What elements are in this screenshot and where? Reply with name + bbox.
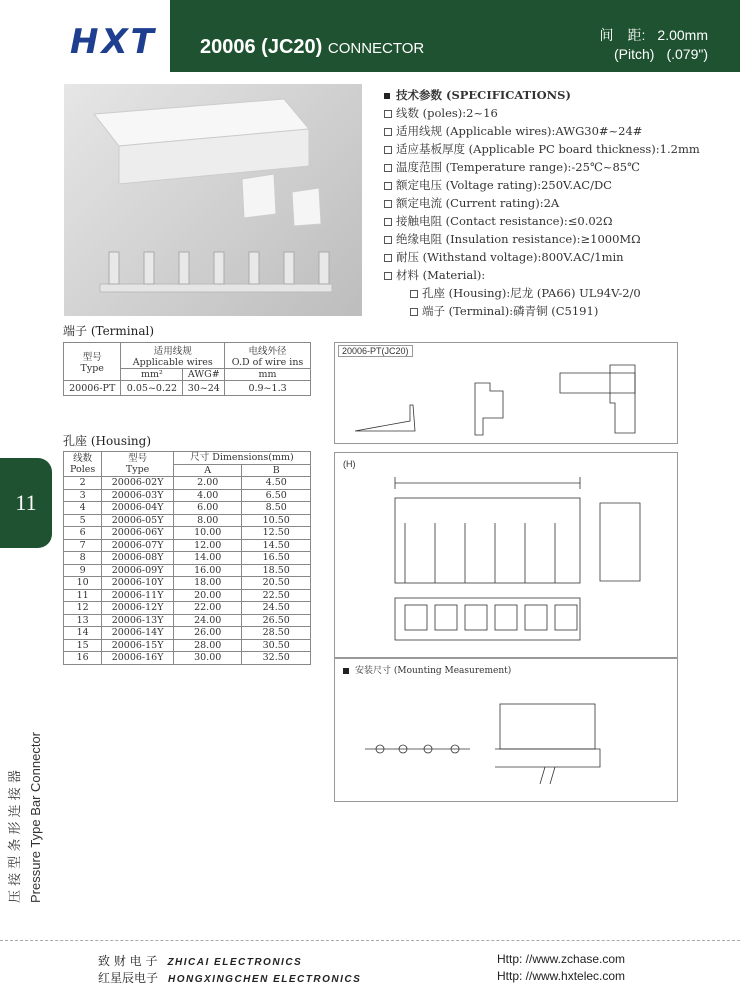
- cell: 4.00: [173, 489, 242, 502]
- housing-table: [63, 451, 311, 665]
- table-row: [64, 477, 311, 490]
- checkbox-icon: [384, 110, 392, 118]
- checkbox-icon: [384, 254, 392, 262]
- unit-cell: AWG#: [183, 369, 225, 381]
- product-illustration: [64, 84, 362, 316]
- table-row: [64, 589, 311, 602]
- cell: 20006-08Y: [102, 552, 174, 565]
- table-row: [64, 614, 311, 627]
- header-en: Applicable wires: [132, 357, 213, 368]
- cell: 7: [64, 539, 102, 552]
- table-row: [64, 627, 311, 640]
- checkbox-icon: [384, 236, 392, 244]
- table-row: [64, 652, 311, 665]
- cell: 14.00: [173, 552, 242, 565]
- cell: 12.50: [242, 527, 311, 540]
- side-caption-cn: 压 接 型 条 形 连 接 器: [8, 770, 23, 903]
- pitch-value: 2.00mm: [657, 27, 708, 43]
- cell: 26.00: [173, 627, 242, 640]
- checkbox-icon: [410, 290, 418, 298]
- mounting-drawing: [334, 658, 678, 802]
- col-b-header: B: [242, 464, 311, 477]
- footer-company-2: [98, 969, 361, 986]
- spec-item: 温度范围 (Temperature range):-25℃~85℃: [396, 160, 640, 174]
- page-tab: 11: [0, 458, 52, 548]
- header-band: [170, 0, 740, 72]
- cell: 5: [64, 514, 102, 527]
- unit-cell: mm²: [121, 369, 183, 381]
- footer-divider: [0, 940, 740, 941]
- pitch-inch: (.079"): [666, 46, 708, 62]
- header-cn: 电线外径: [248, 346, 287, 357]
- header-cn: 线数: [73, 453, 93, 464]
- housing-rows: [64, 477, 311, 665]
- cell: 30.00: [173, 652, 242, 665]
- checkbox-icon: [384, 182, 392, 190]
- table-row: [64, 564, 311, 577]
- spec-item: 线数 (poles):2~16: [396, 106, 498, 120]
- cell: 8.50: [242, 502, 311, 515]
- website-link[interactable]: Http: //www.zchase.com: [497, 952, 626, 966]
- side-caption-en: Pressure Type Bar Connector: [28, 731, 43, 903]
- checkbox-icon: [384, 146, 392, 154]
- cell: 10: [64, 577, 102, 590]
- pitch-label-en: (Pitch): [614, 46, 655, 62]
- checkbox-icon: [384, 200, 392, 208]
- housing-title: 孔座 (Housing): [63, 434, 152, 448]
- cell: 3: [64, 489, 102, 502]
- cell: 22.50: [242, 589, 311, 602]
- unit-cell: mm: [225, 369, 311, 381]
- housing-drawing-label: (H): [343, 459, 356, 469]
- spec-item: 额定电压 (Voltage rating):250V.AC/DC: [396, 178, 612, 192]
- spec-sub-item: 端子 (Terminal):磷青铜 (C5191): [422, 304, 599, 318]
- cell: 15: [64, 639, 102, 652]
- header-cn: 型号: [82, 352, 102, 363]
- cell: 14: [64, 627, 102, 640]
- table-row: [64, 527, 311, 540]
- terminal-drawing: [334, 342, 678, 444]
- cell: 0.9~1.3: [225, 381, 311, 396]
- cell: 22.00: [173, 602, 242, 615]
- mounting-drawing-lines: [335, 659, 677, 801]
- housing-drawing: [334, 452, 678, 658]
- side-caption: [2, 693, 46, 903]
- cell: 2.00: [173, 477, 242, 490]
- checkbox-icon: [384, 218, 392, 226]
- terminal-type-header: [64, 343, 121, 381]
- mounting-label: 安装尺寸 (Mounting Measurement): [355, 666, 512, 676]
- cell: 6.50: [242, 489, 311, 502]
- company-cn: 红星辰电子: [98, 971, 159, 985]
- spec-item: 适用线规 (Applicable wires):AWG30#~24#: [396, 124, 643, 138]
- terminal-wires-header: [121, 343, 225, 369]
- cell: 16.00: [173, 564, 242, 577]
- product-photo: [64, 84, 362, 316]
- cell: 12.00: [173, 539, 242, 552]
- company-en: HONGXINGCHEN ELECTRONICS: [168, 974, 362, 985]
- header-en: Poles: [69, 464, 96, 475]
- header-en: O.D of wire ins: [231, 357, 304, 368]
- terminal-od-header: [225, 343, 311, 369]
- brand-logo: HXT: [70, 22, 157, 62]
- cell: 28.50: [242, 627, 311, 640]
- cell: 14.50: [242, 539, 311, 552]
- cell: 4: [64, 502, 102, 515]
- company-en: ZHICAI ELECTRONICS: [167, 957, 303, 968]
- checkbox-icon: [384, 128, 392, 136]
- spec-item: 材料 (Material):: [396, 268, 486, 282]
- table-row: [64, 639, 311, 652]
- cell: 20006-16Y: [102, 652, 174, 665]
- footer-company-1: [98, 952, 302, 969]
- cell: 20006-07Y: [102, 539, 174, 552]
- spec-item: 接触电阻 (Contact resistance):≤0.02Ω: [396, 214, 613, 228]
- checkbox-icon: [384, 272, 392, 280]
- cell: 20.00: [173, 589, 242, 602]
- cell: 20006-06Y: [102, 527, 174, 540]
- cell: 10.00: [173, 527, 242, 540]
- cell: 0.05~0.22: [121, 381, 183, 396]
- cell: 16: [64, 652, 102, 665]
- cell: 20006-13Y: [102, 614, 174, 627]
- cell: 2: [64, 477, 102, 490]
- poles-header: [64, 452, 102, 477]
- cell: 6: [64, 527, 102, 540]
- checkbox-icon: [384, 164, 392, 172]
- cell: 30~24: [183, 381, 225, 396]
- spec-sub-item: 孔座 (Housing):尼龙 (PA66) UL94V-2/0: [422, 286, 641, 300]
- col-a-header: A: [173, 464, 242, 477]
- cell: 18.50: [242, 564, 311, 577]
- table-row: [64, 489, 311, 502]
- cell: 20006-10Y: [102, 577, 174, 590]
- cell: 24.00: [173, 614, 242, 627]
- cell: 20006-12Y: [102, 602, 174, 615]
- model-title: 20006 (JC20): [200, 36, 323, 58]
- dimensions-header: 尺寸 Dimensions(mm): [173, 452, 310, 465]
- table-row: [64, 502, 311, 515]
- cell: 32.50: [242, 652, 311, 665]
- terminal-title: 端子 (Terminal): [63, 324, 155, 338]
- spec-item: 适应基板厚度 (Applicable PC board thickness):1.2mm: [396, 142, 700, 156]
- bullet-icon: [384, 93, 390, 99]
- cell: 18.00: [173, 577, 242, 590]
- cell: 20006-03Y: [102, 489, 174, 502]
- cell: 20006-14Y: [102, 627, 174, 640]
- cell: 16.50: [242, 552, 311, 565]
- table-row: [64, 552, 311, 565]
- cell: 20006-02Y: [102, 477, 174, 490]
- cell: 6.00: [173, 502, 242, 515]
- table-row: [64, 514, 311, 527]
- terminal-drawing-label: 20006-PT(JC20): [338, 345, 413, 357]
- pitch-info: [600, 26, 708, 64]
- cell: 20006-PT: [64, 381, 121, 396]
- cell: 30.50: [242, 639, 311, 652]
- spec-heading: 技术参数 (SPECIFICATIONS): [396, 88, 571, 102]
- cell: 24.50: [242, 602, 311, 615]
- cell: 8: [64, 552, 102, 565]
- header-en: Type: [125, 464, 150, 475]
- table-row: [64, 602, 311, 615]
- website-link[interactable]: Http: //www.hxtelec.com: [497, 969, 626, 983]
- cell: 11: [64, 589, 102, 602]
- header-cn: 适用线规: [153, 346, 192, 357]
- logo-area: [0, 0, 170, 72]
- cell: 20006-11Y: [102, 589, 174, 602]
- page-title: [200, 36, 424, 59]
- table-row: [64, 381, 311, 396]
- checkbox-icon: [410, 308, 418, 316]
- terminal-table: [63, 342, 311, 396]
- cell: 20006-04Y: [102, 502, 174, 515]
- cell: 8.00: [173, 514, 242, 527]
- cell: 20.50: [242, 577, 311, 590]
- cell: 20006-15Y: [102, 639, 174, 652]
- title-suffix: CONNECTOR: [327, 40, 425, 57]
- cell: 10.50: [242, 514, 311, 527]
- spec-item: 额定电流 (Current rating):2A: [396, 196, 560, 210]
- header-cn: 型号: [128, 453, 148, 464]
- spec-item: 绝缘电阻 (Insulation resistance):≥1000MΩ: [396, 232, 641, 246]
- header-en: Type: [80, 363, 104, 374]
- cell: 4.50: [242, 477, 311, 490]
- type-header: [102, 452, 174, 477]
- specifications: [384, 86, 700, 320]
- cell: 9: [64, 564, 102, 577]
- housing-drawing-lines: [335, 453, 677, 657]
- terminal-drawing-lines: [335, 343, 677, 443]
- spec-item: 耐压 (Withstand voltage):800V.AC/1min: [396, 250, 624, 264]
- table-row: [64, 539, 311, 552]
- table-row: [64, 577, 311, 590]
- pitch-label-cn: 间 距:: [599, 27, 646, 43]
- cell: 12: [64, 602, 102, 615]
- cell: 20006-05Y: [102, 514, 174, 527]
- cell: 20006-09Y: [102, 564, 174, 577]
- cell: 28.00: [173, 639, 242, 652]
- cell: 13: [64, 614, 102, 627]
- cell: 26.50: [242, 614, 311, 627]
- company-cn: 致 财 电 子: [98, 954, 158, 968]
